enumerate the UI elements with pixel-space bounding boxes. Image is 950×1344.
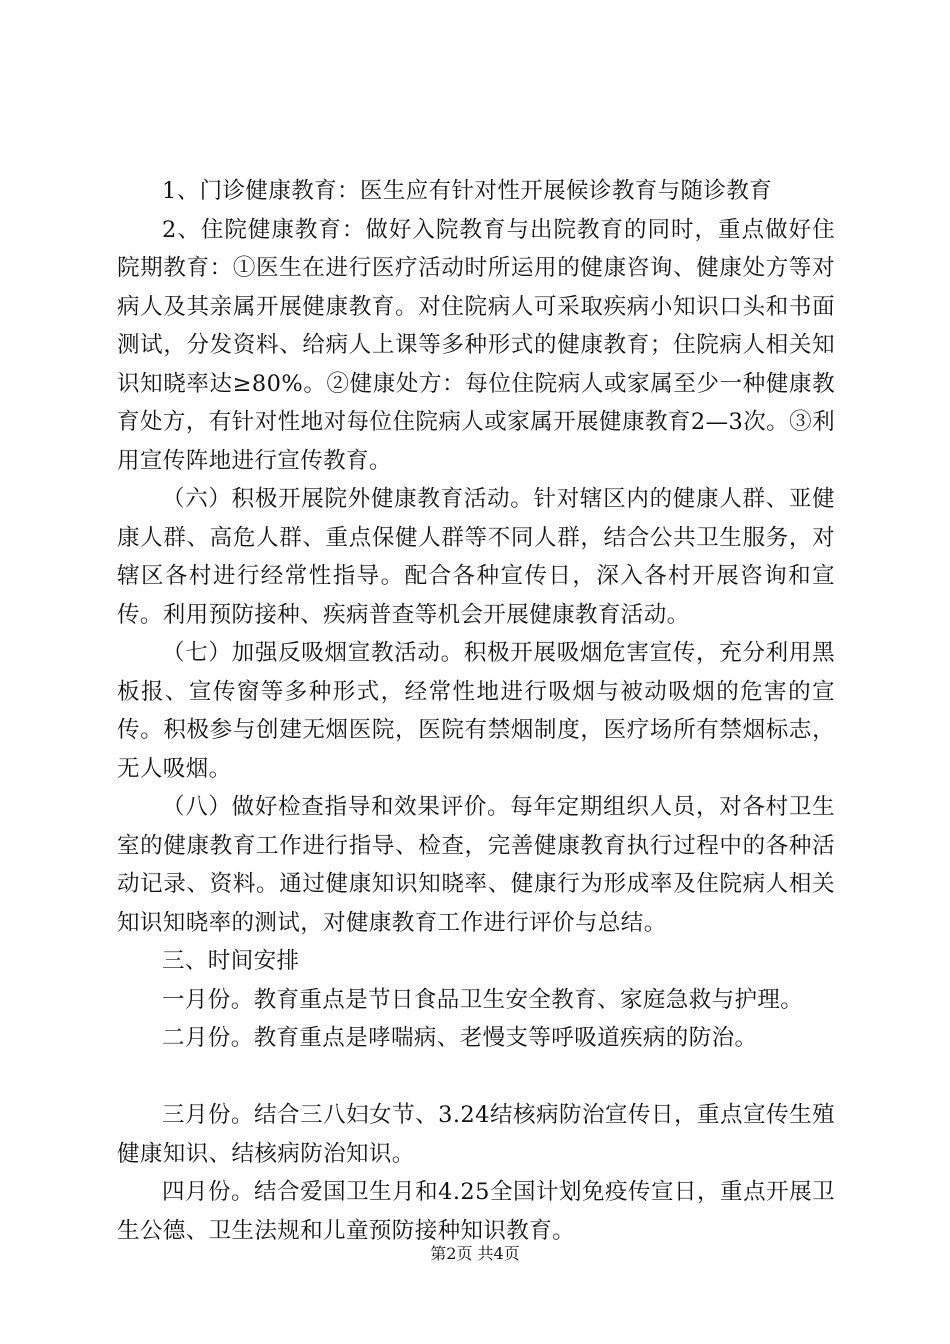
paragraph-february: 二月份。教育重点是哮喘病、老慢支等呼吸道疾病的防治。 (162, 1025, 758, 1051)
paragraph-april: 四月份。结合爱国卫生月和4.25全国计划免疫传宣日，重点开展卫生公德、卫生法规和儿童预防接种知识教育。 (117, 1179, 835, 1244)
page-footer (0, 1244, 950, 1264)
paragraph-inpatient-education: 2、住院健康教育：做好入院教育与出院教育的同时，重点做好住院期教育：①医生在进行医疗活动时所运用的健康咨询、健康处方等对病人及其亲属开展健康教育。对住院病人可采取疾病小知识口头和书面测试，分发资料、给病人上课等多种形式的健康教育；住院病人相关知识知晓率达≥80%。②健康处方：每位住院病人或家属至少一种健康教育处方，有针对性地对每位住院病人或家属开展健康教育2—3次。③利用宣传阵地进行宣传教育。 (117, 216, 835, 474)
paragraph-outpatient-education: 1、门诊健康教育：医生应有针对性开展候诊教育与随诊教育 (162, 178, 773, 204)
paragraph-march: 三月份。结合三八妇女节、3.24结核病防治宣传日，重点宣传生殖健康知识、结核病防治知识。 (117, 1102, 835, 1167)
paragraph-section-6: （六）积极开展院外健康教育活动。针对辖区内的健康人群、亚健康人群、高危人群、重点保健人群等不同人群，结合公共卫生服务，对辖区各村进行经常性指导。配合各种宣传日，深入各村开展咨询和宣传。利用预防接种、疾病普查等机会开展健康教育活动。 (117, 486, 835, 628)
paragraph-january: 一月份。教育重点是节日食品卫生安全教育、家庭急救与护理。 (162, 986, 804, 1013)
page-number-label: 第2页 共4页 (430, 1244, 520, 1263)
paragraph-section-8: （八）做好检查指导和效果评价。每年定期组织人员，对各村卫生室的健康教育工作进行指导、检查，完善健康教育执行过程中的各种活动记录、资料。通过健康知识知晓率、健康行为形成率及住院病人相关知识知晓率的测试，对健康教育工作进行评价与总结。 (117, 794, 835, 936)
document-body (117, 172, 835, 1250)
paragraph-section-7: （七）加强反吸烟宣教活动。积极开展吸烟危害宣传，充分利用黑板报、宣传窗等多种形式，经常性地进行吸烟与被动吸烟的危害的宣传。积极参与创建无烟医院，医院有禁烟制度，医疗场所有禁烟标志，无人吸烟。 (117, 640, 835, 782)
heading-schedule: 三、时间安排 (162, 948, 300, 974)
